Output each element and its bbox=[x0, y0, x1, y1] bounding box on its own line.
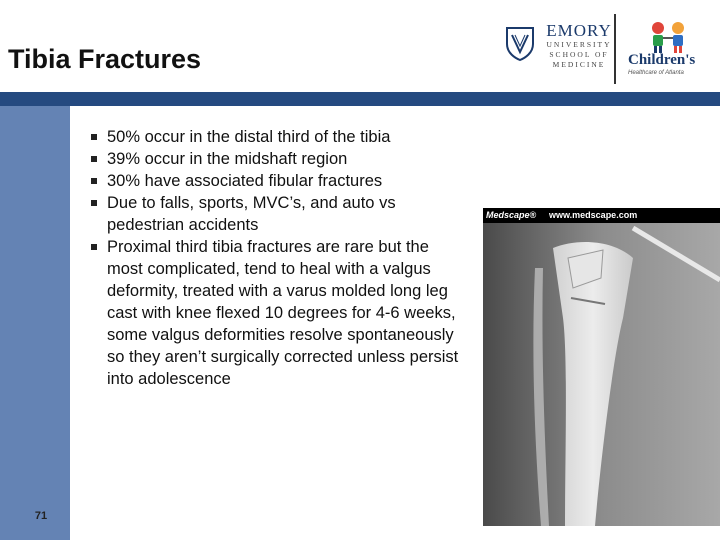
childrens-tagline: Healthcare of Atlanta bbox=[628, 70, 684, 76]
emory-medicine: MEDICINE bbox=[552, 60, 606, 69]
xray-caption-bar bbox=[483, 208, 720, 223]
emory-school-of: SCHOOL OF bbox=[549, 50, 609, 59]
xray-tibia-graphic bbox=[483, 208, 720, 526]
emory-university: UNIVERSITY bbox=[546, 40, 612, 49]
xray-source-label: Medscape® bbox=[486, 210, 537, 220]
childrens-logo bbox=[624, 20, 716, 80]
bullet-item: 30% have associated fibular fractures bbox=[90, 170, 460, 192]
childrens-kids-icon bbox=[636, 20, 706, 54]
bullet-item: 50% occur in the distal third of the tibia bbox=[90, 126, 460, 148]
page-number: 71 bbox=[34, 510, 48, 522]
emory-wordmark: EMORY bbox=[546, 21, 612, 40]
logo-divider bbox=[614, 14, 616, 84]
childrens-wordmark: Children's bbox=[628, 52, 696, 68]
emory-shield-icon bbox=[505, 26, 535, 62]
xray-image bbox=[483, 208, 720, 526]
bullet-item: Proximal third tibia fractures are rare but the most complicated, tend to heal with a valgus deformity, treated with a varus molded long leg cast with knee flexed 10 degrees for 4-6 weeks, some valgus deformities resolve spontaneously so they aren’t surgically corrected unless persist into adolescence bbox=[90, 236, 460, 390]
left-sidebar-band bbox=[0, 106, 70, 540]
bullet-item: 39% occur in the midshaft region bbox=[90, 148, 460, 170]
bullet-item: Due to falls, sports, MVC’s, and auto vs pedestrian accidents bbox=[90, 192, 460, 236]
bullet-list bbox=[90, 126, 460, 390]
header-bar bbox=[0, 92, 720, 106]
xray-url-label: www.medscape.com bbox=[549, 210, 638, 220]
slide-title: Tibia Fractures bbox=[8, 44, 202, 74]
emory-logo bbox=[505, 20, 610, 82]
